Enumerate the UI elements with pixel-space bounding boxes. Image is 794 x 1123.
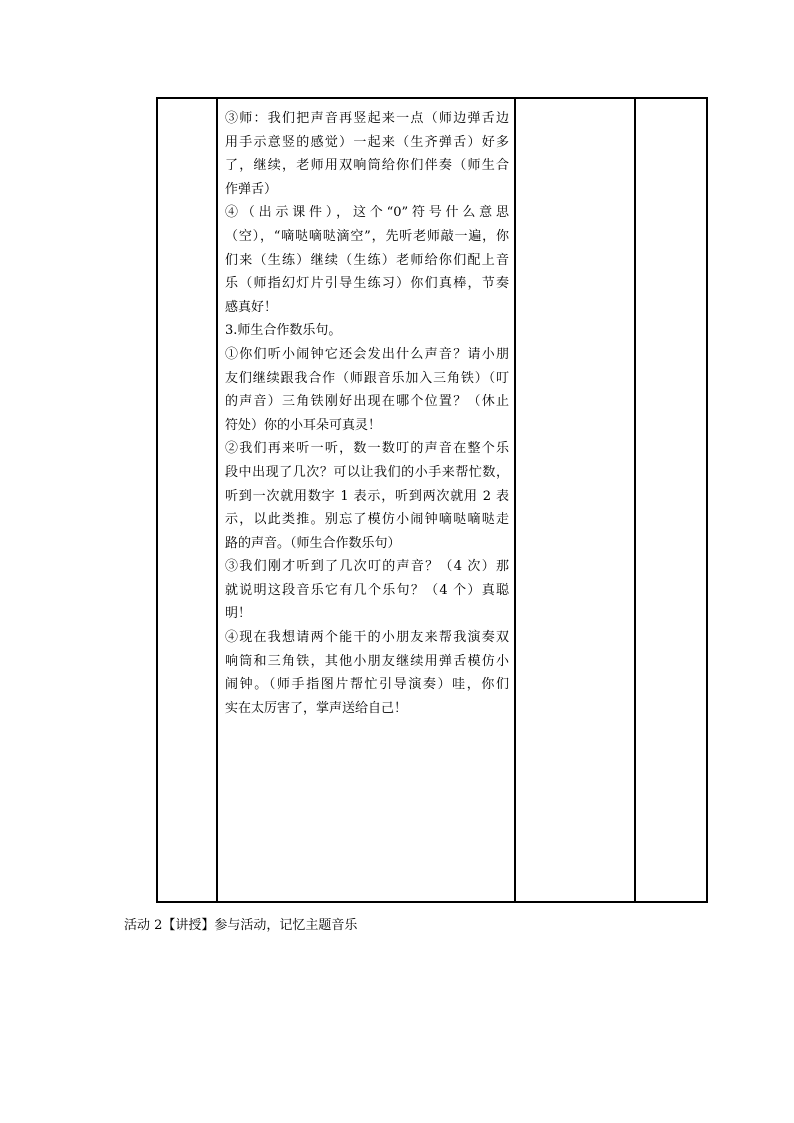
blank-cell-right	[635, 98, 707, 902]
text-line: 响筒和三角铁，其他小朋友继续用弹舌模仿小	[225, 653, 509, 669]
text-line: ①你们听小闹钟它还会发出什么声音？请小朋	[225, 346, 509, 362]
text-line: 实在太厉害了，掌声送给自己！	[225, 700, 408, 716]
text-line: 的声音）三角铁刚好出现在哪个位置？（休止	[225, 394, 509, 410]
text-line: ②我们再来听一听，数一数叮的声音在整个乐	[225, 441, 509, 457]
text-line: 就说明这段音乐它有几个乐句？（4 个）真聪	[225, 582, 509, 598]
text-line: 听到一次就用数字 1 表示，听到两次就用 2 表	[225, 488, 509, 504]
text-line: 用手示意竖的感觉）一起来（生齐弹舌）好多	[225, 134, 509, 150]
text-line: 符处）你的小耳朵可真灵！	[225, 417, 382, 433]
text-line: 了，继续，老师用双响筒给你们伴奏（师生合	[225, 158, 509, 174]
text-line: 们来（生练）继续（生练）老师给你们配上音	[225, 252, 509, 268]
text-line: 示，以此类推。别忘了模仿小闹钟嘀哒嘀哒走	[225, 512, 509, 528]
blank-cell-middle	[515, 98, 635, 902]
content-cell	[217, 98, 515, 902]
text-line: 作弹舌）	[225, 181, 278, 197]
text-line: 明！	[225, 606, 252, 622]
text-line: 闹钟。（师手指图片帮忙引导演奏）哇，你们	[225, 677, 509, 693]
text-line: ④（出示课件），这个“0”符号什么意思	[225, 205, 509, 221]
blank-cell-left	[157, 98, 217, 902]
text-line: 路的声音。（师生合作数乐句）	[225, 535, 401, 551]
lesson-content	[218, 99, 514, 901]
lesson-table	[156, 97, 708, 903]
table-row	[157, 98, 707, 902]
text-line: 乐（师指幻灯片引导生练习）你们真棒，节奏	[225, 276, 509, 292]
text-line: ③我们刚才听到了几次叮的声音？（4 次）那	[225, 559, 509, 575]
text-line: 3.师生合作数乐句。	[225, 323, 342, 339]
text-line: ③师：我们把声音再竖起来一点（师边弹舌边	[225, 111, 509, 126]
text-line: （空），“嘀哒嘀哒滴空”，先听老师敲一遍，你	[225, 228, 509, 244]
activity-heading: 活动 2【讲授】参与活动，记忆主题音乐	[124, 918, 358, 933]
text-line: 感真好！	[225, 299, 278, 315]
text-line: 友们继续跟我合作（师跟音乐加入三角铁）（叮	[225, 370, 509, 386]
text-line: ④现在我想请两个能干的小朋友来帮我演奏双	[225, 630, 509, 646]
text-line: 段中出现了几次？可以让我们的小手来帮忙数，	[225, 464, 509, 480]
